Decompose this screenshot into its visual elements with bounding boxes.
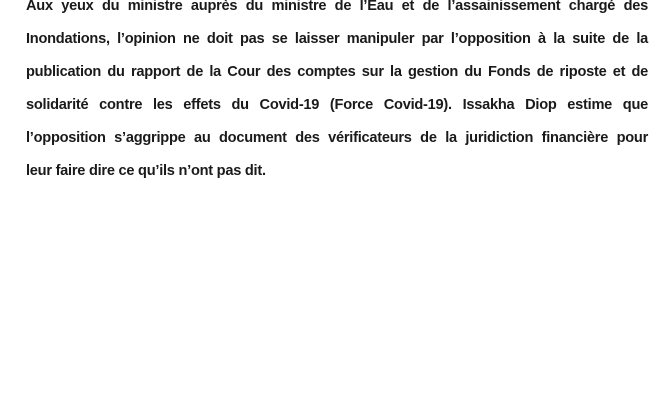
paragraph-line: leur faire dire ce qu’ils n’ont pas dit. — [26, 163, 266, 179]
paragraph-line: Inondations, l’opinion ne doit pas se laisser manipuler par l’opposition à la suite de la — [26, 31, 648, 47]
paragraph-line: Aux yeux du ministre auprès du ministre de l’Eau et de l’assainissement chargé des — [26, 0, 648, 14]
paragraph-line: solidarité contre les effets du Covid-19 (Force Covid-19). Issakha Diop estime que — [26, 97, 648, 113]
article-body — [26, 0, 648, 188]
article-paragraph — [26, 0, 648, 188]
paragraph-line: publication du rapport de la Cour des comptes sur la gestion du Fonds de riposte et de — [26, 64, 648, 80]
paragraph-line: l’opposition s’aggrippe au document des vérificateurs de la juridiction financière pour — [26, 130, 648, 146]
